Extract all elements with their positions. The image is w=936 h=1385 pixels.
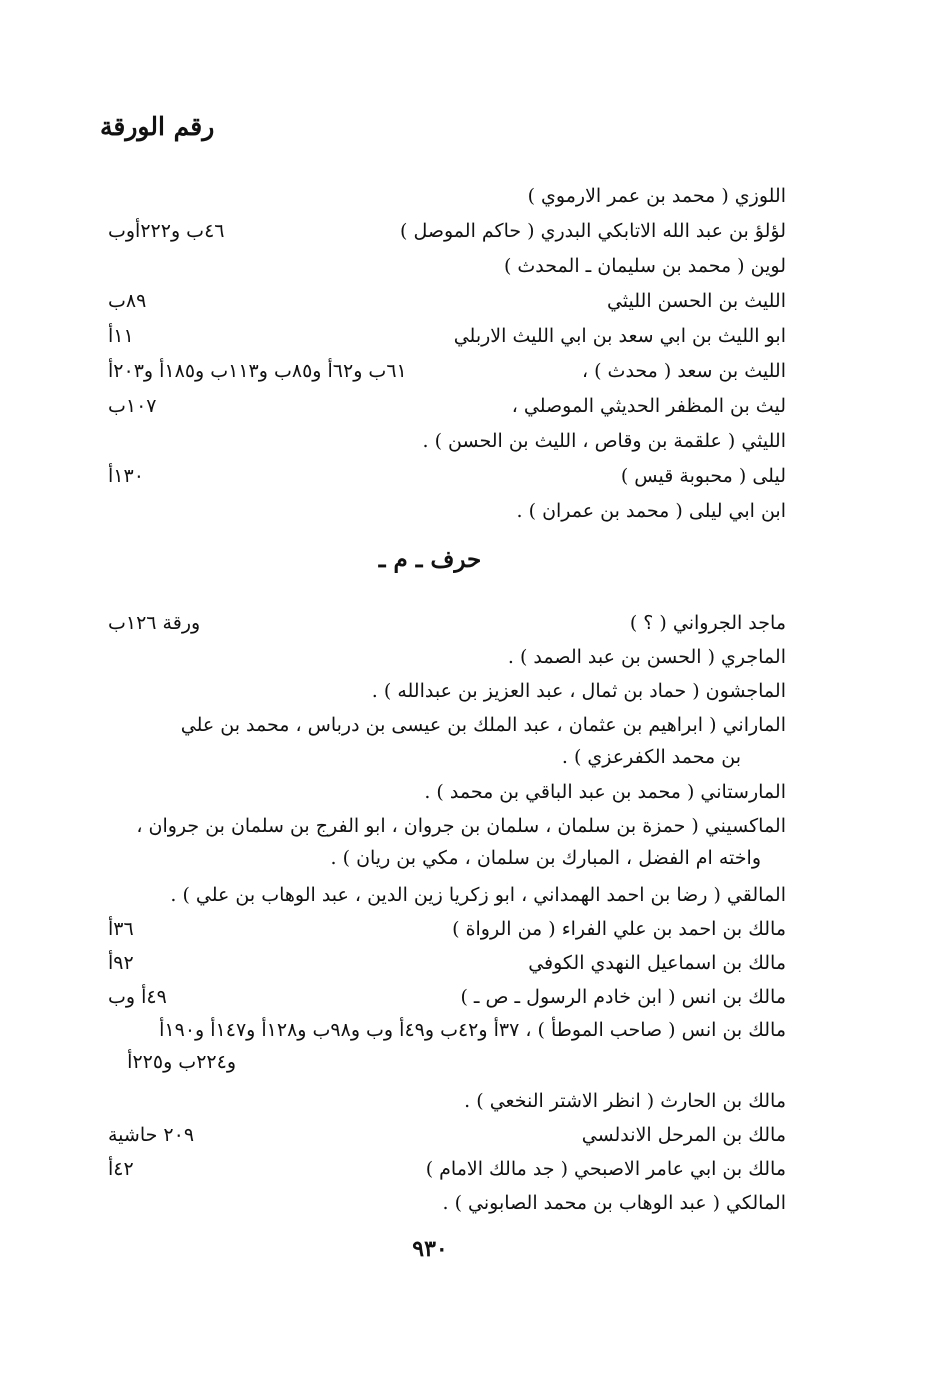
- index-entry-continuation: و٢٢٤ب و٢٢٥أ: [127, 1051, 236, 1073]
- index-entry: ابو الليث بن ابي سعد بن ابي الليث الاربلي: [453, 325, 786, 347]
- index-entry: الماراني ( ابراهيم بن عثمان ، عبد الملك بن عيسى بن درباس ، محمد بن علي: [180, 714, 786, 736]
- folio-reference: ٤٢أ: [108, 1158, 134, 1180]
- index-entry: الماجشون ( حماد بن ثمال ، عبد العزيز بن عبدالله ) .: [371, 680, 786, 702]
- folio-reference: ٩٢أ: [108, 952, 134, 974]
- index-entry: المالقي ( رضا بن احمد الهمداني ، ابو زكريا زين الدين ، عبد الوهاب بن علي ) .: [170, 884, 786, 906]
- index-entry: مالك بن انس ( ابن خادم الرسول ـ ص ـ ): [460, 986, 786, 1008]
- page-number: ٩٣٠: [412, 1236, 448, 1262]
- index-entry: لؤلؤ بن عبد الله الاتابكي البدري ( حاكم الموصل ): [400, 220, 786, 242]
- index-entry: ليلى ( محبوبة قيس ): [620, 465, 786, 487]
- index-entry: مالك بن انس ( صاحب الموطأ ) ، ٣٧أ و٤٢ب و٤٩أ وب و٩٨ب و١٢٨أ و١٤٧أ و١٩٠أ: [159, 1019, 786, 1041]
- index-entry: لوين ( محمد بن سليمان ـ المحدث ): [503, 255, 786, 277]
- index-entry: اللوزي ( محمد بن عمر الارموي ): [527, 185, 786, 207]
- folio-reference: ١١أ: [108, 325, 134, 347]
- index-entry: مالك بن احمد بن علي الفراء ( من الرواة ): [452, 918, 786, 940]
- index-entry: مالك بن ابي عامر الاصبحي ( جد مالك الامام ): [425, 1158, 786, 1180]
- folio-reference: ٤٩أ وب: [108, 986, 167, 1008]
- index-entry: ماجد الجرواني ( ؟ ): [629, 612, 786, 634]
- index-entry: ابن ابي ليلى ( محمد بن عمران ) .: [516, 500, 786, 522]
- folio-reference: ١٣٠أ: [108, 465, 144, 487]
- index-entry: ليث بن المظفر الحديثي الموصلي ،: [511, 395, 786, 417]
- folio-reference: ٤٦ب و٢٢٢أوب: [108, 220, 225, 242]
- index-entry: الليث بن الحسن الليثي: [606, 290, 786, 312]
- folio-reference: ٨٩ب: [108, 290, 147, 312]
- folio-reference: ١٠٧ب: [108, 395, 157, 417]
- index-entry-continuation: واخته ام الفضل ، المبارك بن سلمان ، مكي بن ريان ) .: [330, 847, 761, 869]
- column-heading: رقم الورقة: [100, 112, 215, 141]
- index-entry: الليثي ( علقمة بن وقاص ، الليث بن الحسن ) .: [422, 430, 786, 452]
- index-entry: المارستاني ( محمد بن عبد الباقي بن محمد ) .: [424, 781, 786, 803]
- folio-reference: ٦١ب و٦٢أ و٨٥ب و١١٣ب و١٨٥أ و٢٠٣أ: [108, 360, 407, 382]
- folio-reference: ٣٦أ: [108, 918, 134, 940]
- index-entry: الليث بن سعد ( محدث ) ،: [581, 360, 786, 382]
- index-entry: الماجري ( الحسن بن عبد الصمد ) .: [507, 646, 786, 668]
- index-entry: الماكسيني ( حمزة بن سلمان ، سلمان بن جروان ، ابو الفرج بن سلمان بن جروان ،: [136, 815, 786, 837]
- index-entry: مالك بن المرحل الاندلسي: [581, 1124, 786, 1146]
- index-entry: مالك بن اسماعيل النهدي الكوفي: [528, 952, 786, 974]
- folio-reference: ٢٠٩ حاشية: [108, 1124, 195, 1146]
- index-entry: مالك بن الحارث ( انظر الاشتر النخعي ) .: [464, 1090, 786, 1112]
- folio-reference: ورقة ١٢٦ب: [108, 612, 201, 634]
- index-entry-continuation: بن محمد الكفرعزي ) .: [561, 746, 741, 768]
- index-entry: المالكي ( عبد الوهاب بن محمد الصابوني ) .: [442, 1192, 786, 1214]
- section-heading: حرف ـ م ـ: [378, 546, 482, 573]
